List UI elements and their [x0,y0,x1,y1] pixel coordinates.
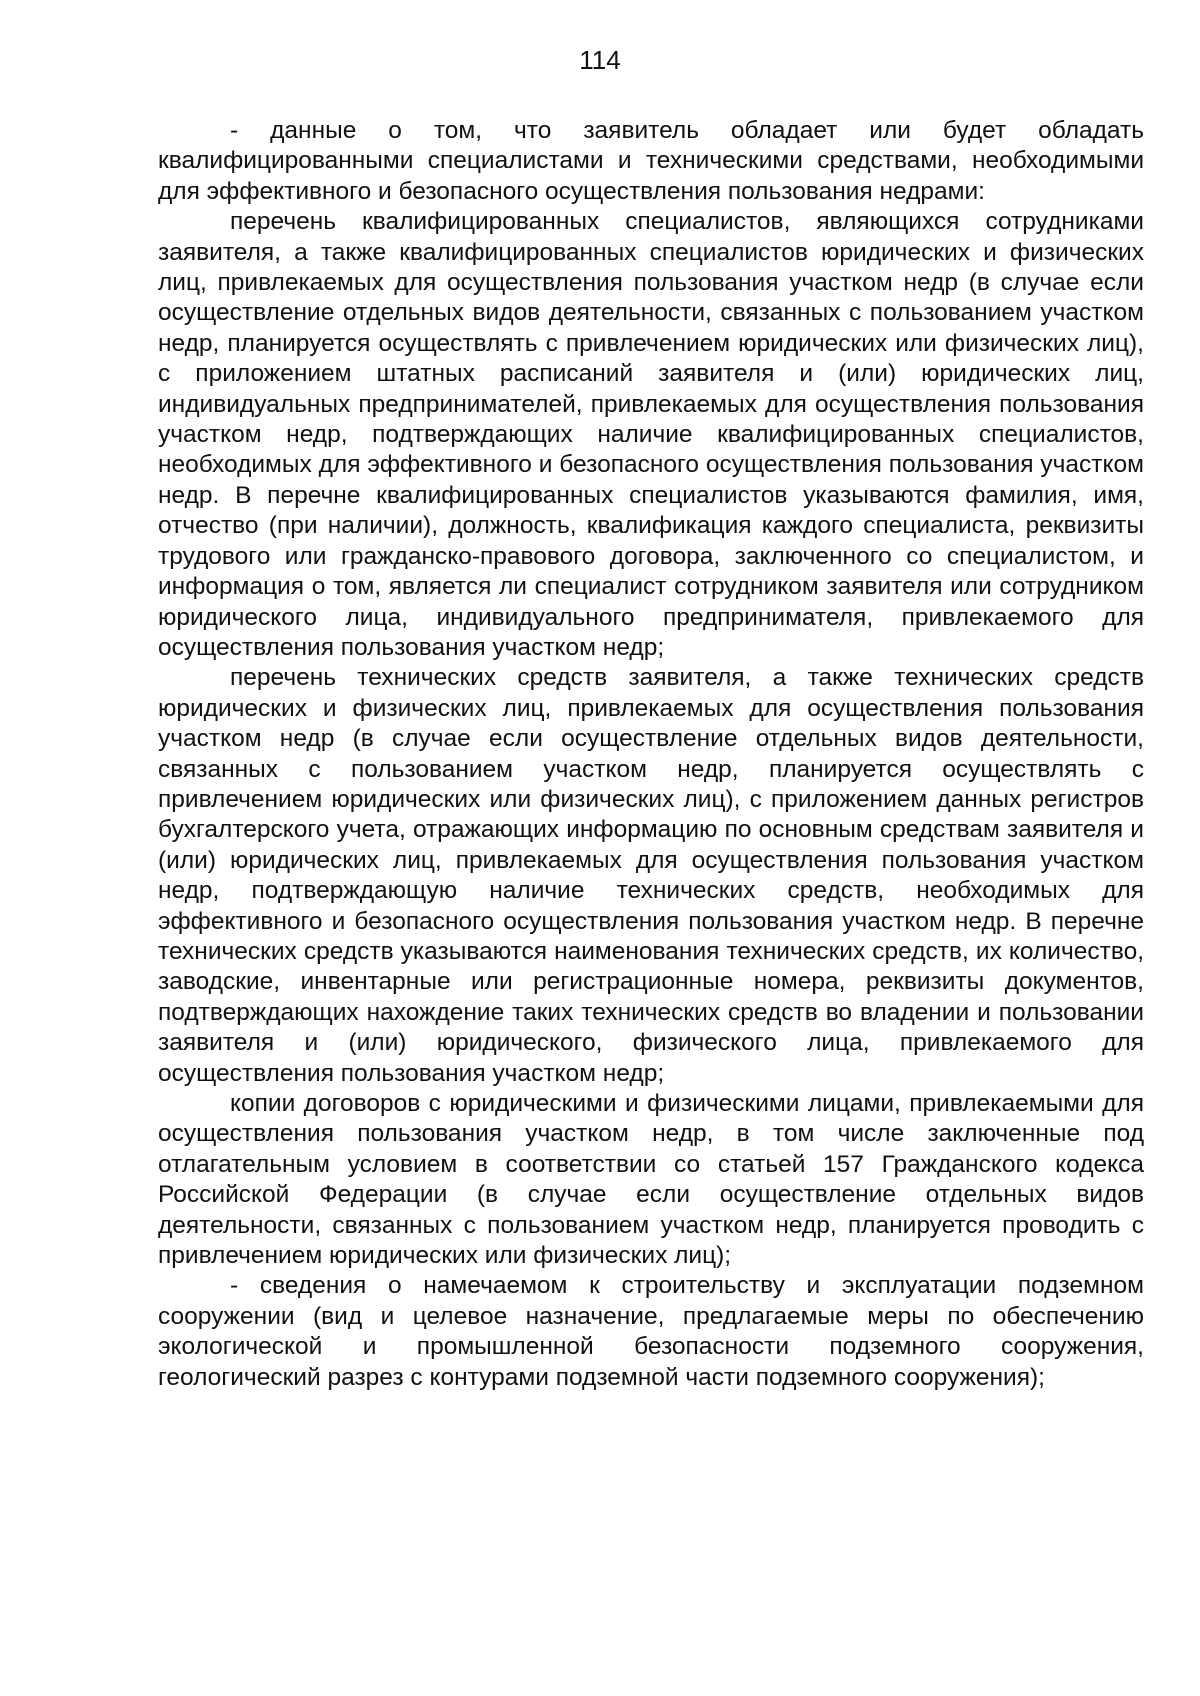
document-body [158,116,1144,1393]
page-number: 114 [579,45,621,75]
paragraph-qualification-intro: - данные о том, что заявитель обладает или будет обладать квалифицированными специалистами и техническими средствами, необходимыми для эффективного и безопасного осуществления пользования недрами: [158,117,1144,205]
paragraph-underground-structure: - сведения о намечаемом к строительству и эксплуатации подземном сооружении (вид и целевое назначение, предлагаемые меры по обеспечению экологической и промышленной безопасности подземного сооружения, геологический разрез с контурами подземной части подземного сооружения); [158,1272,1144,1391]
paragraph-contract-copies: копии договоров с юридическими и физическими лицами, привлекаемыми для осуществления пользования участком недр, в том числе заключенные под отлагательным условием в соответствии со статьей 157 Гражданского кодекса Российской Федерации (в случае если осуществление отдельных видов деятельности, связанных с пользованием участком недр, планируется проводить с привлечением юридических или физических лиц); [158,1090,1144,1270]
paragraph-specialists-list: перечень квалифицированных специалистов, являющихся сотрудниками заявителя, а также квалифицированных специалистов юридических и физических лиц, привлекаемых для осуществления пользования участком недр (в случае если осуществление отдельных видов деятельности, связанных с пользованием участком недр, планируется осуществлять с привлечением юридических или физических лиц), с приложением штатных расписаний заявителя и (или) юридических лиц, индивидуальных предпринимателей, привлекаемых для осуществления пользования участком недр, подтверждающих наличие квалифицированных специалистов, необходимых для эффективного и безопасного осуществления пользования участком недр. В перечне квалифицированных специалистов указываются фамилия, имя, отчество (при наличии), должность, квалификация каждого специалиста, реквизиты трудового или гражданско-правового договора, заключенного со специалистом, и информация о том, является ли специалист сотрудником заявителя или сотрудником юридического лица, индивидуального предпринимателя, привлекаемого для осуществления пользования участком недр; [158,208,1144,661]
paragraph-technical-means-list: перечень технических средств заявителя, а также технических средств юридических и физических лиц, привлекаемых для осуществления пользования участком недр (в случае если осуществление отдельных видов деятельности, связанных с пользованием участком недр, планируется осуществлять с привлечением юридических или физических лиц), с приложением данных регистров бухгалтерского учета, отражающих информацию по основным средствам заявителя и (или) юридических лиц, привлекаемых для осуществления пользования участком недр, подтверждающую наличие технических средств, необходимых для эффективного и безопасного осуществления пользования участком недр. В перечне технических средств указываются наименования технических средств, их количество, заводские, инвентарные или регистрационные номера, реквизиты документов, подтверждающих нахождение таких технических средств во владении и пользовании заявителя и (или) юридического, физического лица, привлекаемого для осуществления пользования участком недр; [158,664,1144,1087]
